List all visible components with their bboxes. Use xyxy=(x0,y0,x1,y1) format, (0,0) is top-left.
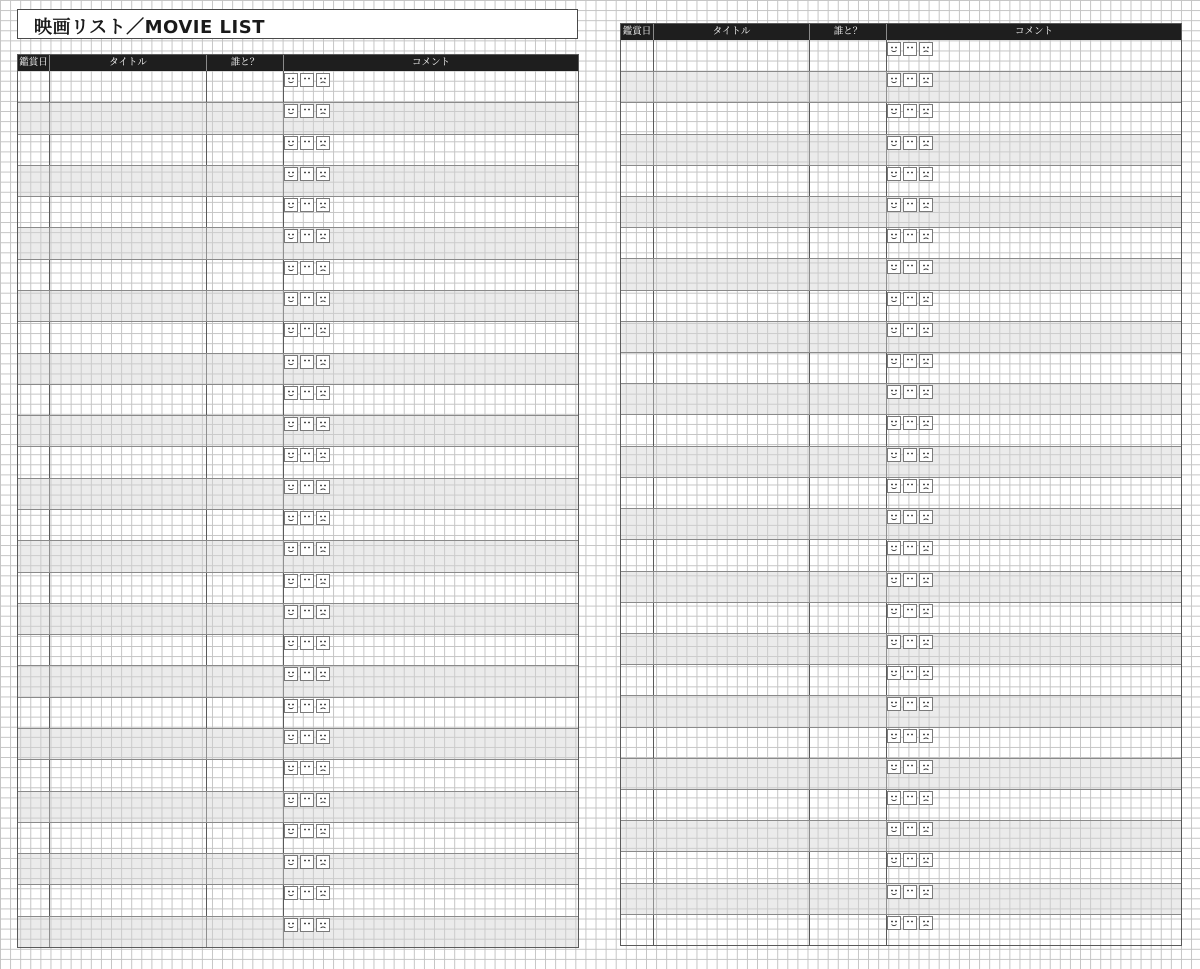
happy-face-icon[interactable] xyxy=(284,261,298,275)
sad-face-icon[interactable] xyxy=(316,386,330,400)
movie-list-table-left xyxy=(17,54,579,948)
neutral-face-icon[interactable] xyxy=(300,605,314,619)
neutral-face-icon[interactable] xyxy=(903,573,917,587)
rating-faces[interactable] xyxy=(284,886,330,900)
neutral-face-icon[interactable] xyxy=(300,667,314,681)
neutral-face-icon[interactable] xyxy=(903,198,917,212)
table-row-divider xyxy=(621,571,1181,572)
page-title-box xyxy=(17,9,578,39)
sad-face-icon[interactable] xyxy=(919,260,933,274)
table-row-divider xyxy=(18,134,578,135)
neutral-face-icon[interactable] xyxy=(903,448,917,462)
header-date: 鑑賞日 xyxy=(19,57,48,68)
sad-face-icon[interactable] xyxy=(316,323,330,337)
table-row-divider xyxy=(621,134,1181,135)
sad-face-icon[interactable] xyxy=(919,760,933,774)
table-header xyxy=(18,55,578,71)
happy-face-icon[interactable] xyxy=(284,761,298,775)
table-row-divider xyxy=(621,414,1181,415)
rating-faces[interactable] xyxy=(887,323,933,337)
sad-face-icon[interactable] xyxy=(919,229,933,243)
header-with-whom: 誰と？ xyxy=(230,57,260,68)
sad-face-icon[interactable] xyxy=(316,136,330,150)
sad-face-icon[interactable] xyxy=(919,42,933,56)
rating-faces[interactable] xyxy=(284,824,330,838)
happy-face-icon[interactable] xyxy=(887,635,901,649)
table-row-divider xyxy=(621,321,1181,322)
sad-face-icon[interactable] xyxy=(919,697,933,711)
neutral-face-icon[interactable] xyxy=(300,699,314,713)
happy-face-icon[interactable] xyxy=(887,729,901,743)
neutral-face-icon[interactable] xyxy=(903,760,917,774)
sad-face-icon[interactable] xyxy=(316,855,330,869)
happy-face-icon[interactable] xyxy=(887,697,901,711)
happy-face-icon[interactable] xyxy=(284,417,298,431)
rating-faces[interactable] xyxy=(887,822,933,836)
happy-face-icon[interactable] xyxy=(887,604,901,618)
rating-faces[interactable] xyxy=(284,574,330,588)
sad-face-icon[interactable] xyxy=(316,605,330,619)
happy-face-icon[interactable] xyxy=(887,42,901,56)
neutral-face-icon[interactable] xyxy=(903,354,917,368)
neutral-face-icon[interactable] xyxy=(300,448,314,462)
sad-face-icon[interactable] xyxy=(316,104,330,118)
sad-face-icon[interactable] xyxy=(316,480,330,494)
sad-face-icon[interactable] xyxy=(919,822,933,836)
neutral-face-icon[interactable] xyxy=(903,136,917,150)
sad-face-icon[interactable] xyxy=(919,198,933,212)
rating-faces[interactable] xyxy=(887,260,933,274)
happy-face-icon[interactable] xyxy=(284,793,298,807)
neutral-face-icon[interactable] xyxy=(903,541,917,555)
rating-faces[interactable] xyxy=(284,699,330,713)
neutral-face-icon[interactable] xyxy=(903,479,917,493)
rating-faces[interactable] xyxy=(887,573,933,587)
neutral-face-icon[interactable] xyxy=(300,104,314,118)
neutral-face-icon[interactable] xyxy=(903,510,917,524)
rating-faces[interactable] xyxy=(284,417,330,431)
happy-face-icon[interactable] xyxy=(887,479,901,493)
sad-face-icon[interactable] xyxy=(919,416,933,430)
sad-face-icon[interactable] xyxy=(316,667,330,681)
table-row-divider xyxy=(18,822,578,823)
table-row-divider xyxy=(18,165,578,166)
rating-faces[interactable] xyxy=(284,667,330,681)
sad-face-icon[interactable] xyxy=(316,761,330,775)
table-row-divider xyxy=(18,102,578,103)
happy-face-icon[interactable] xyxy=(887,573,901,587)
happy-face-icon[interactable] xyxy=(284,480,298,494)
rating-faces[interactable] xyxy=(887,479,933,493)
sad-face-icon[interactable] xyxy=(316,198,330,212)
happy-face-icon[interactable] xyxy=(284,355,298,369)
rating-faces[interactable] xyxy=(887,510,933,524)
header-title: タイトル xyxy=(109,57,147,68)
header-with-whom: 誰と？ xyxy=(833,26,863,37)
rating-faces[interactable] xyxy=(284,605,330,619)
table-row-divider xyxy=(18,384,578,385)
rating-faces[interactable] xyxy=(284,355,330,369)
neutral-face-icon[interactable] xyxy=(903,791,917,805)
table-row-divider xyxy=(18,728,578,729)
page-title: 映画リスト／MOVIE LIST xyxy=(34,17,265,38)
table-row-divider xyxy=(621,477,1181,478)
sad-face-icon[interactable] xyxy=(316,261,330,275)
sad-face-icon[interactable] xyxy=(919,292,933,306)
table-row-divider xyxy=(18,478,578,479)
table-row-divider xyxy=(18,227,578,228)
table-row-divider xyxy=(621,71,1181,72)
table-row-divider xyxy=(18,446,578,447)
happy-face-icon[interactable] xyxy=(284,542,298,556)
rating-faces[interactable] xyxy=(284,261,330,275)
sad-face-icon[interactable] xyxy=(316,918,330,932)
sad-face-icon[interactable] xyxy=(316,229,330,243)
rating-faces[interactable] xyxy=(284,292,330,306)
neutral-face-icon[interactable] xyxy=(300,136,314,150)
neutral-face-icon[interactable] xyxy=(300,886,314,900)
neutral-face-icon[interactable] xyxy=(903,292,917,306)
rating-faces[interactable] xyxy=(887,73,933,87)
sad-face-icon[interactable] xyxy=(919,791,933,805)
rating-faces[interactable] xyxy=(284,542,330,556)
sad-face-icon[interactable] xyxy=(919,479,933,493)
neutral-face-icon[interactable] xyxy=(903,385,917,399)
rating-faces[interactable] xyxy=(887,42,933,56)
rating-faces[interactable] xyxy=(284,448,330,462)
rating-faces[interactable] xyxy=(887,354,933,368)
header-comment: コメント xyxy=(1014,26,1053,37)
happy-face-icon[interactable] xyxy=(284,73,298,87)
sad-face-icon[interactable] xyxy=(919,448,933,462)
happy-face-icon[interactable] xyxy=(887,136,901,150)
rating-faces[interactable] xyxy=(887,167,933,181)
neutral-face-icon[interactable] xyxy=(903,323,917,337)
sad-face-icon[interactable] xyxy=(919,916,933,930)
neutral-face-icon[interactable] xyxy=(300,198,314,212)
rating-faces[interactable] xyxy=(284,480,330,494)
sad-face-icon[interactable] xyxy=(919,635,933,649)
table-row-divider xyxy=(18,603,578,604)
table-row-divider xyxy=(621,165,1181,166)
table-row-divider xyxy=(18,853,578,854)
table-row-divider xyxy=(18,916,578,917)
rating-faces[interactable] xyxy=(284,167,330,181)
neutral-face-icon[interactable] xyxy=(300,542,314,556)
rating-faces[interactable] xyxy=(887,136,933,150)
sad-face-icon[interactable] xyxy=(316,699,330,713)
sad-face-icon[interactable] xyxy=(919,573,933,587)
table-row-divider xyxy=(621,290,1181,291)
happy-face-icon[interactable] xyxy=(284,636,298,650)
table-row-divider xyxy=(18,196,578,197)
table-row-divider xyxy=(621,196,1181,197)
table-row-divider xyxy=(621,883,1181,884)
sad-face-icon[interactable] xyxy=(919,666,933,680)
neutral-face-icon[interactable] xyxy=(300,73,314,87)
neutral-face-icon[interactable] xyxy=(903,104,917,118)
neutral-face-icon[interactable] xyxy=(903,666,917,680)
neutral-face-icon[interactable] xyxy=(903,697,917,711)
neutral-face-icon[interactable] xyxy=(903,885,917,899)
column-divider xyxy=(809,40,810,945)
happy-face-icon[interactable] xyxy=(887,448,901,462)
rating-faces[interactable] xyxy=(284,136,330,150)
table-row-divider xyxy=(621,695,1181,696)
neutral-face-icon[interactable] xyxy=(300,229,314,243)
neutral-face-icon[interactable] xyxy=(903,42,917,56)
rating-faces[interactable] xyxy=(284,104,330,118)
table-row-divider xyxy=(621,727,1181,728)
sad-face-icon[interactable] xyxy=(919,323,933,337)
rating-faces[interactable] xyxy=(284,636,330,650)
neutral-face-icon[interactable] xyxy=(903,729,917,743)
happy-face-icon[interactable] xyxy=(887,541,901,555)
table-row-divider xyxy=(18,572,578,573)
happy-face-icon[interactable] xyxy=(887,229,901,243)
happy-face-icon[interactable] xyxy=(887,791,901,805)
table-row-divider xyxy=(18,353,578,354)
sad-face-icon[interactable] xyxy=(316,448,330,462)
sad-face-icon[interactable] xyxy=(919,167,933,181)
happy-face-icon[interactable] xyxy=(284,918,298,932)
rating-faces[interactable] xyxy=(284,386,330,400)
happy-face-icon[interactable] xyxy=(284,292,298,306)
happy-face-icon[interactable] xyxy=(887,385,901,399)
rating-faces[interactable] xyxy=(887,604,933,618)
rating-faces[interactable] xyxy=(284,918,330,932)
neutral-face-icon[interactable] xyxy=(903,416,917,430)
neutral-face-icon[interactable] xyxy=(300,480,314,494)
happy-face-icon[interactable] xyxy=(284,104,298,118)
table-row-divider xyxy=(18,884,578,885)
neutral-face-icon[interactable] xyxy=(903,822,917,836)
rating-faces[interactable] xyxy=(887,385,933,399)
sad-face-icon[interactable] xyxy=(919,853,933,867)
happy-face-icon[interactable] xyxy=(887,323,901,337)
sad-face-icon[interactable] xyxy=(919,104,933,118)
happy-face-icon[interactable] xyxy=(887,416,901,430)
rating-faces[interactable] xyxy=(284,198,330,212)
sad-face-icon[interactable] xyxy=(316,292,330,306)
movie-list-table-right xyxy=(620,23,1182,946)
rating-faces[interactable] xyxy=(887,666,933,680)
rating-faces[interactable] xyxy=(887,198,933,212)
happy-face-icon[interactable] xyxy=(887,666,901,680)
rating-faces[interactable] xyxy=(284,73,330,87)
neutral-face-icon[interactable] xyxy=(300,855,314,869)
happy-face-icon[interactable] xyxy=(284,605,298,619)
sad-face-icon[interactable] xyxy=(919,604,933,618)
happy-face-icon[interactable] xyxy=(284,699,298,713)
rating-faces[interactable] xyxy=(284,793,330,807)
happy-face-icon[interactable] xyxy=(887,104,901,118)
neutral-face-icon[interactable] xyxy=(300,323,314,337)
rating-faces[interactable] xyxy=(887,416,933,430)
neutral-face-icon[interactable] xyxy=(903,167,917,181)
happy-face-icon[interactable] xyxy=(887,916,901,930)
rating-faces[interactable] xyxy=(887,635,933,649)
sad-face-icon[interactable] xyxy=(316,574,330,588)
neutral-face-icon[interactable] xyxy=(300,730,314,744)
happy-face-icon[interactable] xyxy=(284,667,298,681)
happy-face-icon[interactable] xyxy=(284,886,298,900)
table-row-divider xyxy=(621,446,1181,447)
happy-face-icon[interactable] xyxy=(284,855,298,869)
header-comment: コメント xyxy=(411,57,450,68)
happy-face-icon[interactable] xyxy=(284,386,298,400)
happy-face-icon[interactable] xyxy=(887,885,901,899)
table-row-divider xyxy=(621,633,1181,634)
neutral-face-icon[interactable] xyxy=(300,167,314,181)
neutral-face-icon[interactable] xyxy=(903,604,917,618)
sad-face-icon[interactable] xyxy=(316,824,330,838)
neutral-face-icon[interactable] xyxy=(300,793,314,807)
happy-face-icon[interactable] xyxy=(284,229,298,243)
rating-faces[interactable] xyxy=(887,697,933,711)
table-row-divider xyxy=(621,258,1181,259)
table-row-divider xyxy=(621,539,1181,540)
sad-face-icon[interactable] xyxy=(919,729,933,743)
rating-faces[interactable] xyxy=(887,760,933,774)
rating-faces[interactable] xyxy=(887,885,933,899)
table-row-divider xyxy=(18,665,578,666)
happy-face-icon[interactable] xyxy=(887,260,901,274)
happy-face-icon[interactable] xyxy=(887,853,901,867)
table-row-divider xyxy=(18,540,578,541)
happy-face-icon[interactable] xyxy=(284,448,298,462)
table-header xyxy=(621,24,1181,40)
column-divider xyxy=(653,40,654,945)
sad-face-icon[interactable] xyxy=(316,511,330,525)
happy-face-icon[interactable] xyxy=(284,574,298,588)
neutral-face-icon[interactable] xyxy=(903,260,917,274)
rating-faces[interactable] xyxy=(887,292,933,306)
neutral-face-icon[interactable] xyxy=(903,73,917,87)
neutral-face-icon[interactable] xyxy=(300,292,314,306)
happy-face-icon[interactable] xyxy=(887,73,901,87)
rating-faces[interactable] xyxy=(887,229,933,243)
neutral-face-icon[interactable] xyxy=(300,511,314,525)
sad-face-icon[interactable] xyxy=(919,510,933,524)
neutral-face-icon[interactable] xyxy=(300,355,314,369)
table-row-divider xyxy=(621,789,1181,790)
happy-face-icon[interactable] xyxy=(887,510,901,524)
table-row-divider xyxy=(18,759,578,760)
rating-faces[interactable] xyxy=(887,541,933,555)
sad-face-icon[interactable] xyxy=(316,793,330,807)
table-row-divider xyxy=(18,415,578,416)
sad-face-icon[interactable] xyxy=(316,417,330,431)
table-row-divider xyxy=(18,634,578,635)
table-row-divider xyxy=(18,259,578,260)
happy-face-icon[interactable] xyxy=(887,292,901,306)
sad-face-icon[interactable] xyxy=(316,167,330,181)
neutral-face-icon[interactable] xyxy=(300,574,314,588)
happy-face-icon[interactable] xyxy=(284,824,298,838)
header-date: 鑑賞日 xyxy=(622,26,652,37)
table-row-divider xyxy=(18,697,578,698)
neutral-face-icon[interactable] xyxy=(903,635,917,649)
neutral-face-icon[interactable] xyxy=(300,261,314,275)
sad-face-icon[interactable] xyxy=(316,886,330,900)
table-row-divider xyxy=(621,602,1181,603)
sad-face-icon[interactable] xyxy=(316,355,330,369)
rating-faces[interactable] xyxy=(284,730,330,744)
sad-face-icon[interactable] xyxy=(919,541,933,555)
table-row-divider xyxy=(621,508,1181,509)
sad-face-icon[interactable] xyxy=(316,542,330,556)
sad-face-icon[interactable] xyxy=(919,385,933,399)
table-row-divider xyxy=(18,509,578,510)
happy-face-icon[interactable] xyxy=(284,167,298,181)
rating-faces[interactable] xyxy=(284,511,330,525)
happy-face-icon[interactable] xyxy=(284,511,298,525)
happy-face-icon[interactable] xyxy=(887,167,901,181)
rating-faces[interactable] xyxy=(284,761,330,775)
table-row-divider xyxy=(621,352,1181,353)
neutral-face-icon[interactable] xyxy=(300,417,314,431)
table-row-divider xyxy=(18,791,578,792)
happy-face-icon[interactable] xyxy=(284,136,298,150)
neutral-face-icon[interactable] xyxy=(903,229,917,243)
table-row-divider xyxy=(18,321,578,322)
rating-faces[interactable] xyxy=(887,916,933,930)
rating-faces[interactable] xyxy=(887,791,933,805)
happy-face-icon[interactable] xyxy=(887,354,901,368)
table-row-divider xyxy=(621,914,1181,915)
table-row-divider xyxy=(621,102,1181,103)
table-row-divider xyxy=(621,227,1181,228)
sad-face-icon[interactable] xyxy=(316,73,330,87)
table-row-divider xyxy=(621,851,1181,852)
neutral-face-icon[interactable] xyxy=(300,918,314,932)
neutral-face-icon[interactable] xyxy=(300,761,314,775)
happy-face-icon[interactable] xyxy=(284,198,298,212)
neutral-face-icon[interactable] xyxy=(300,824,314,838)
happy-face-icon[interactable] xyxy=(284,730,298,744)
rating-faces[interactable] xyxy=(887,104,933,118)
table-row-divider xyxy=(621,664,1181,665)
table-row-divider xyxy=(621,820,1181,821)
header-title: タイトル xyxy=(712,26,751,37)
neutral-face-icon[interactable] xyxy=(300,636,314,650)
table-row-divider xyxy=(18,290,578,291)
rating-faces[interactable] xyxy=(284,855,330,869)
table-row-divider xyxy=(621,758,1181,759)
rating-faces[interactable] xyxy=(887,853,933,867)
neutral-face-icon[interactable] xyxy=(300,386,314,400)
rating-faces[interactable] xyxy=(887,729,933,743)
neutral-face-icon[interactable] xyxy=(903,853,917,867)
happy-face-icon[interactable] xyxy=(887,198,901,212)
table-row-divider xyxy=(621,383,1181,384)
sad-face-icon[interactable] xyxy=(919,73,933,87)
happy-face-icon[interactable] xyxy=(284,323,298,337)
rating-faces[interactable] xyxy=(284,323,330,337)
sad-face-icon[interactable] xyxy=(919,354,933,368)
sad-face-icon[interactable] xyxy=(919,136,933,150)
neutral-face-icon[interactable] xyxy=(903,916,917,930)
happy-face-icon[interactable] xyxy=(887,822,901,836)
rating-faces[interactable] xyxy=(284,229,330,243)
sad-face-icon[interactable] xyxy=(919,885,933,899)
sad-face-icon[interactable] xyxy=(316,636,330,650)
sad-face-icon[interactable] xyxy=(316,730,330,744)
rating-faces[interactable] xyxy=(887,448,933,462)
happy-face-icon[interactable] xyxy=(887,760,901,774)
